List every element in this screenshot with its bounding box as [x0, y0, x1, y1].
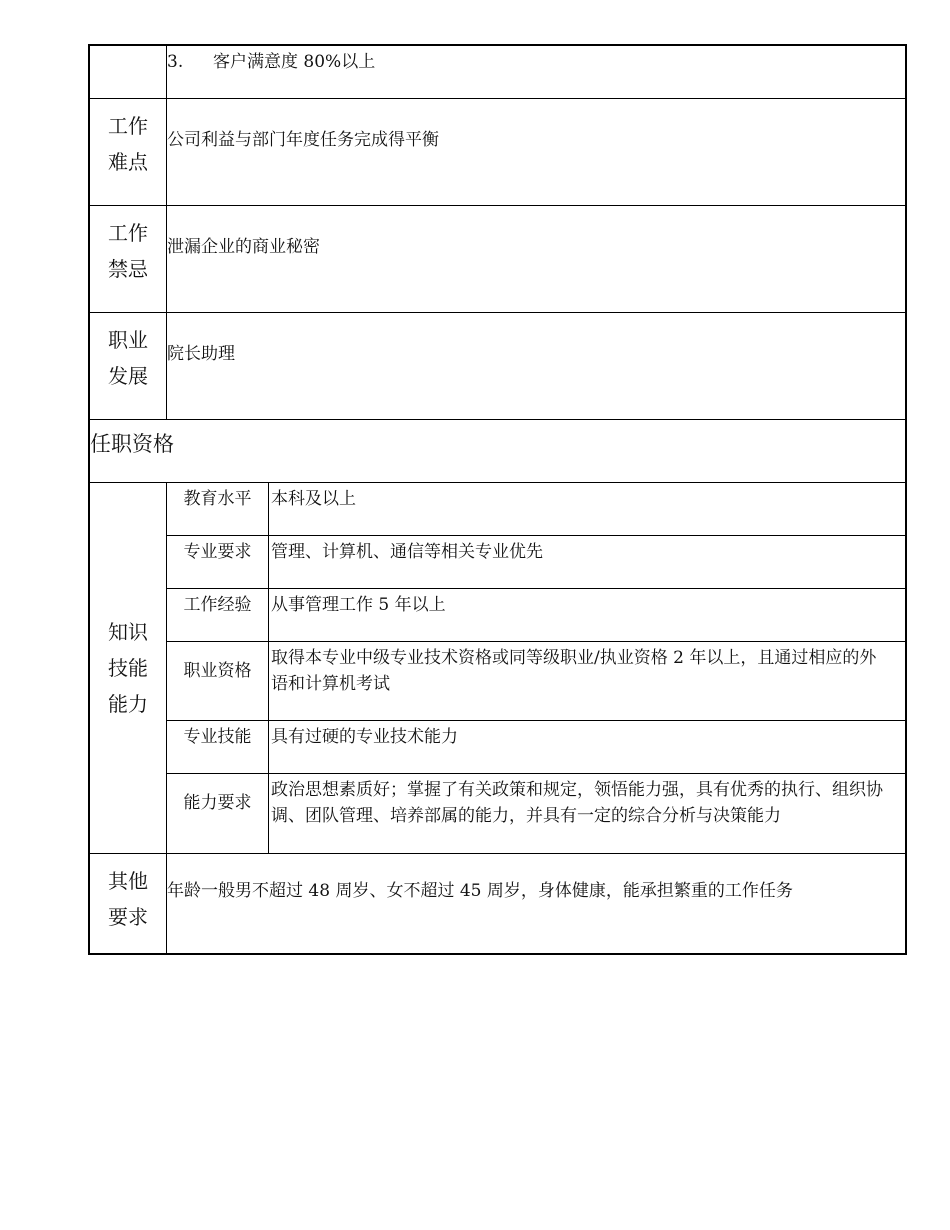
- difficulty-value: 公司利益与部门年度任务完成得平衡: [167, 130, 439, 150]
- qualification-row: [167, 774, 905, 853]
- table-row: [90, 313, 905, 420]
- qualification-row: [167, 589, 905, 642]
- label-line: 难点: [108, 150, 148, 174]
- qualification-row: [167, 536, 905, 589]
- satisfaction-text: 客户满意度 80%以上: [213, 52, 376, 72]
- row-label-taboo: [90, 206, 167, 312]
- qualification-label: 能力要求: [167, 774, 269, 853]
- qualification-value: 从事管理工作 5 年以上: [271, 595, 446, 615]
- qualification-row: [167, 721, 905, 774]
- table-row: [90, 854, 905, 953]
- qualification-label: 职业资格: [167, 642, 269, 720]
- label-line: 其他: [108, 869, 148, 893]
- list-number: 3.: [167, 52, 184, 72]
- taboo-value: 泄漏企业的商业秘密: [167, 237, 320, 257]
- qualification-value: 取得本专业中级专业技术资格或同等级职业/执业资格 2 年以上，且通过相应的外语和计算机考试: [271, 648, 877, 694]
- label-line: 能力: [108, 692, 148, 716]
- qualification-value: 本科及以上: [271, 489, 356, 509]
- job-description-table: [88, 44, 907, 955]
- table-row: [90, 99, 905, 206]
- label-line: 禁忌: [108, 257, 148, 281]
- row-label-difficulty: [90, 99, 167, 205]
- row-label-empty: [90, 46, 167, 98]
- table-row: [90, 46, 905, 99]
- qualification-value: 具有过硬的专业技术能力: [271, 727, 458, 747]
- row-label-other: [90, 854, 167, 953]
- row-label-skills: [90, 483, 167, 853]
- qualification-row: [167, 483, 905, 536]
- qualification-value: 管理、计算机、通信等相关专业优先: [271, 542, 543, 562]
- label-line: 工作: [108, 221, 148, 245]
- table-row: [90, 206, 905, 313]
- row-label-career: [90, 313, 167, 419]
- label-line: 要求: [108, 905, 148, 929]
- row-value: [167, 46, 905, 98]
- qualification-label: 工作经验: [167, 589, 269, 641]
- qualification-label: 专业技能: [167, 721, 269, 773]
- qualification-label: 教育水平: [167, 483, 269, 535]
- label-line: 知识: [108, 620, 148, 644]
- qualifications-block: [90, 483, 905, 854]
- qualification-value: 政治思想素质好；掌握了有关政策和规定，领悟能力强，具有优秀的执行、组织协调、团队管理、培养部属的能力，并具有一定的综合分析与决策能力: [271, 780, 883, 826]
- label-line: 职业: [108, 328, 148, 352]
- qualification-row: [167, 642, 905, 721]
- label-line: 发展: [108, 364, 148, 388]
- label-line: 技能: [108, 656, 148, 680]
- other-requirements-value: 年龄一般男不超过 48 周岁、女不超过 45 周岁，身体健康，能承担繁重的工作任务: [167, 881, 793, 901]
- label-line: 工作: [108, 114, 148, 138]
- qualification-list: [167, 483, 905, 853]
- qualification-label: 专业要求: [167, 536, 269, 588]
- career-value: 院长助理: [167, 344, 235, 364]
- section-heading: 任职资格: [90, 420, 905, 483]
